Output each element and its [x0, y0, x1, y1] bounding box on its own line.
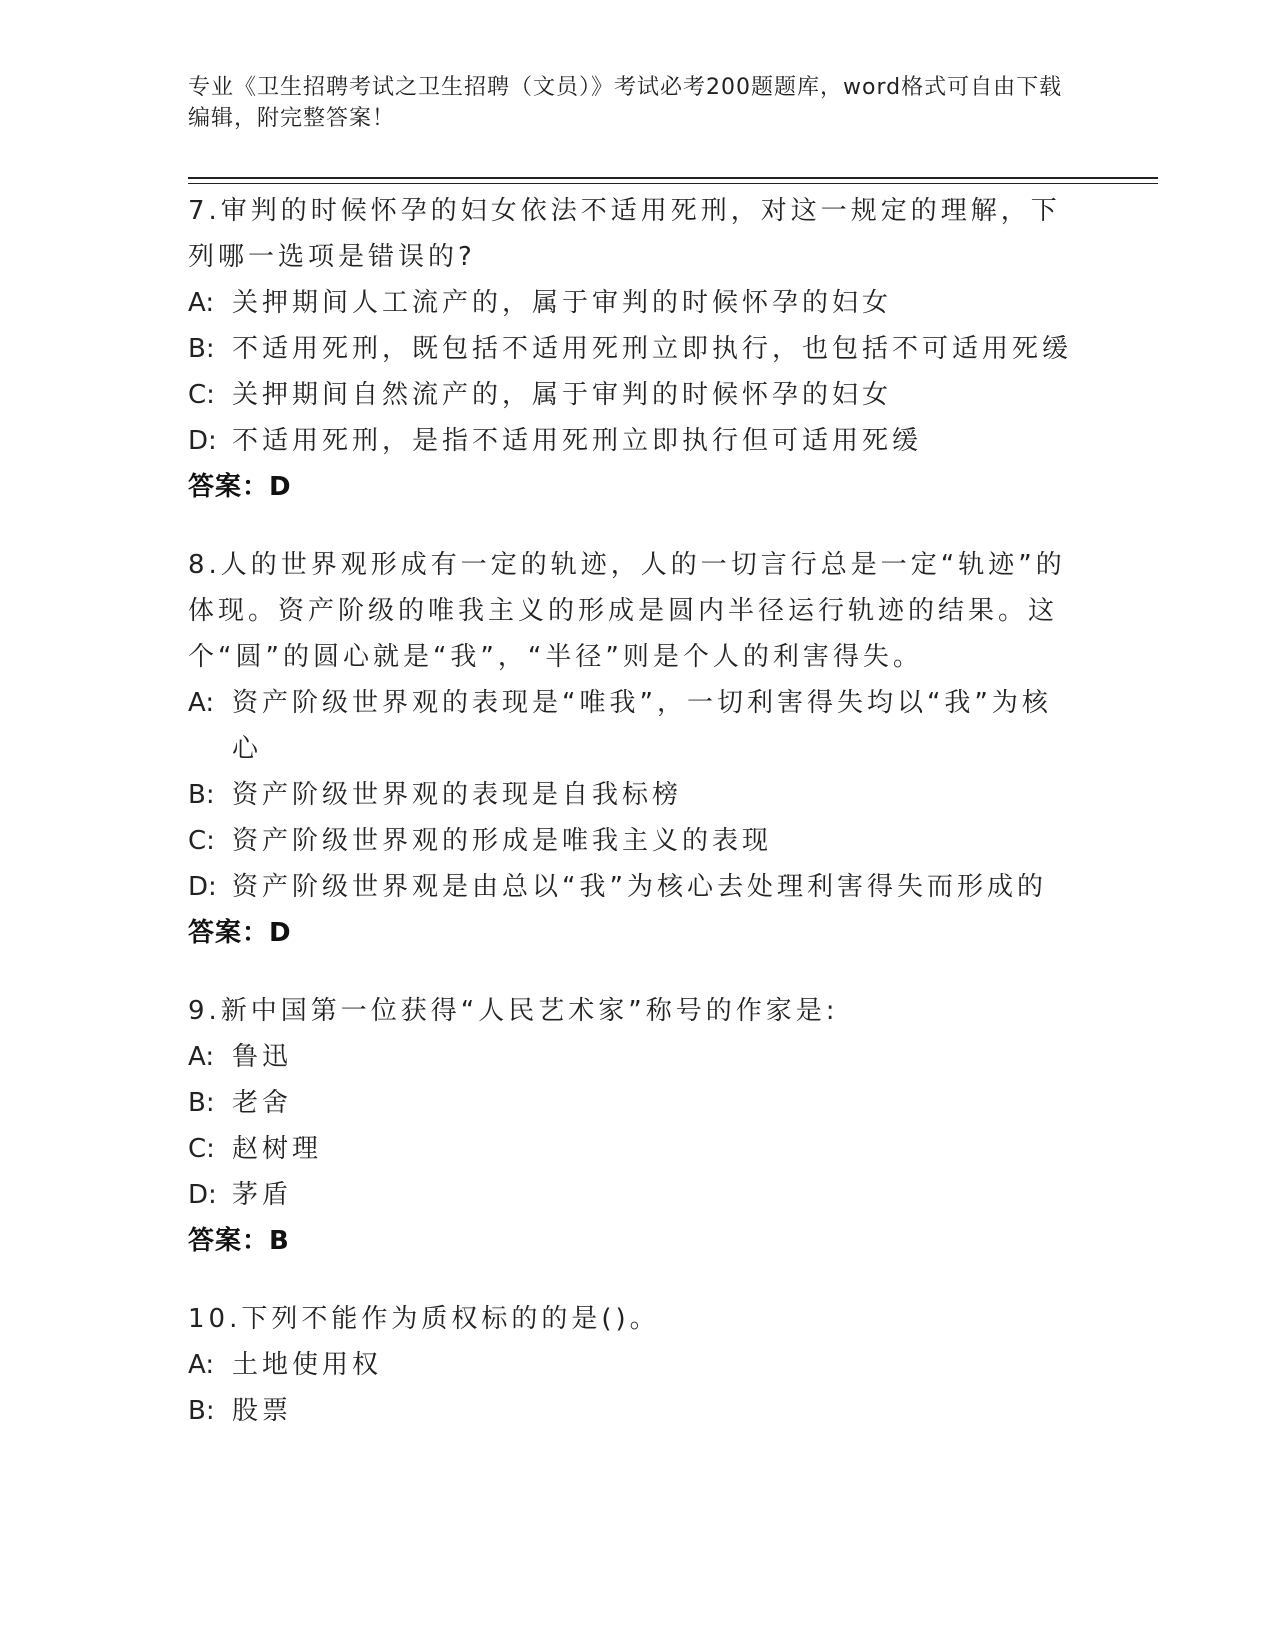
- option-d: [188, 1172, 1078, 1218]
- option-letter: D:: [188, 426, 217, 456]
- option-c: [188, 1126, 1078, 1172]
- option-letter: D:: [188, 872, 217, 902]
- option-letter: C:: [188, 1134, 215, 1164]
- option-letter: B:: [188, 1396, 215, 1426]
- header-rule-thin: [188, 183, 1158, 184]
- answer-line: 答案：D: [188, 472, 292, 502]
- document-header: 专业《卫生招聘考试之卫生招聘（文员）》考试必考200题题库，word格式可自由下载编辑，附完整答案！: [188, 75, 1063, 131]
- question-9: [188, 988, 1078, 1264]
- option-letter: C:: [188, 380, 215, 410]
- option-text: 土地使用权: [232, 1350, 383, 1380]
- option-text: 资产阶级世界观的表现是自我标榜: [232, 780, 683, 810]
- option-text: 资产阶级世界观的表现是“唯我”，一切利害得失均以“我”为核心: [232, 688, 1052, 764]
- option-b: [188, 1080, 1078, 1126]
- option-letter: C:: [188, 826, 215, 856]
- answer-line: 答案：D: [188, 918, 292, 948]
- option-letter: D:: [188, 1180, 217, 1210]
- option-text: 赵树理: [232, 1134, 323, 1164]
- option-a: [188, 1342, 1078, 1388]
- question-stem: 10.下列不能作为质权标的的是()。: [188, 1304, 660, 1334]
- question-stem: 9.新中国第一位获得“人民艺术家”称号的作家是:: [188, 996, 839, 1026]
- question-8: [188, 542, 1078, 956]
- question-stem: 7.审判的时候怀孕的妇女依法不适用死刑，对这一规定的理解，下列哪一选项是错误的?: [188, 196, 1061, 272]
- question-list: [188, 188, 1078, 1466]
- option-d: [188, 418, 1078, 464]
- option-c: [188, 818, 1078, 864]
- option-text: 老舍: [232, 1088, 293, 1118]
- option-letter: B:: [188, 334, 215, 364]
- option-letter: B:: [188, 780, 215, 810]
- option-text: 不适用死刑，是指不适用死刑立即执行但可适用死缓: [232, 426, 923, 456]
- question-10: [188, 1296, 1078, 1434]
- question-stem: 8.人的世界观形成有一定的轨迹，人的一切言行总是一定“轨迹”的体现。资产阶级的唯我主义的形成是圆内半径运行轨迹的结果。这个“圆”的圆心就是“我”，“半径”则是个人的利害得失。: [188, 550, 1066, 672]
- option-b: [188, 326, 1078, 372]
- question-7: [188, 188, 1078, 510]
- answer-line: 答案：B: [188, 1226, 290, 1256]
- option-c: [188, 372, 1078, 418]
- option-letter: A:: [188, 688, 215, 718]
- option-text: 茅盾: [232, 1180, 293, 1210]
- option-text: 资产阶级世界观是由总以“我”为核心去处理利害得失而形成的: [232, 872, 1047, 902]
- option-letter: A:: [188, 1042, 215, 1072]
- option-text: 关押期间人工流产的，属于审判的时候怀孕的妇女: [232, 288, 893, 318]
- option-b: [188, 772, 1078, 818]
- option-d: [188, 864, 1078, 910]
- option-letter: A:: [188, 1350, 215, 1380]
- option-text: 股票: [232, 1396, 293, 1426]
- option-text: 鲁迅: [232, 1042, 293, 1072]
- option-text: 资产阶级世界观的形成是唯我主义的表现: [232, 826, 773, 856]
- option-a: [188, 280, 1078, 326]
- option-letter: A:: [188, 288, 215, 318]
- option-text: 不适用死刑，既包括不适用死刑立即执行，也包括不可适用死缓: [232, 334, 1073, 364]
- option-a: [188, 1034, 1078, 1080]
- option-text: 关押期间自然流产的，属于审判的时候怀孕的妇女: [232, 380, 893, 410]
- option-b: [188, 1388, 1078, 1434]
- option-letter: B:: [188, 1088, 215, 1118]
- header-rule-thick: [188, 177, 1158, 179]
- option-a: [188, 680, 1078, 772]
